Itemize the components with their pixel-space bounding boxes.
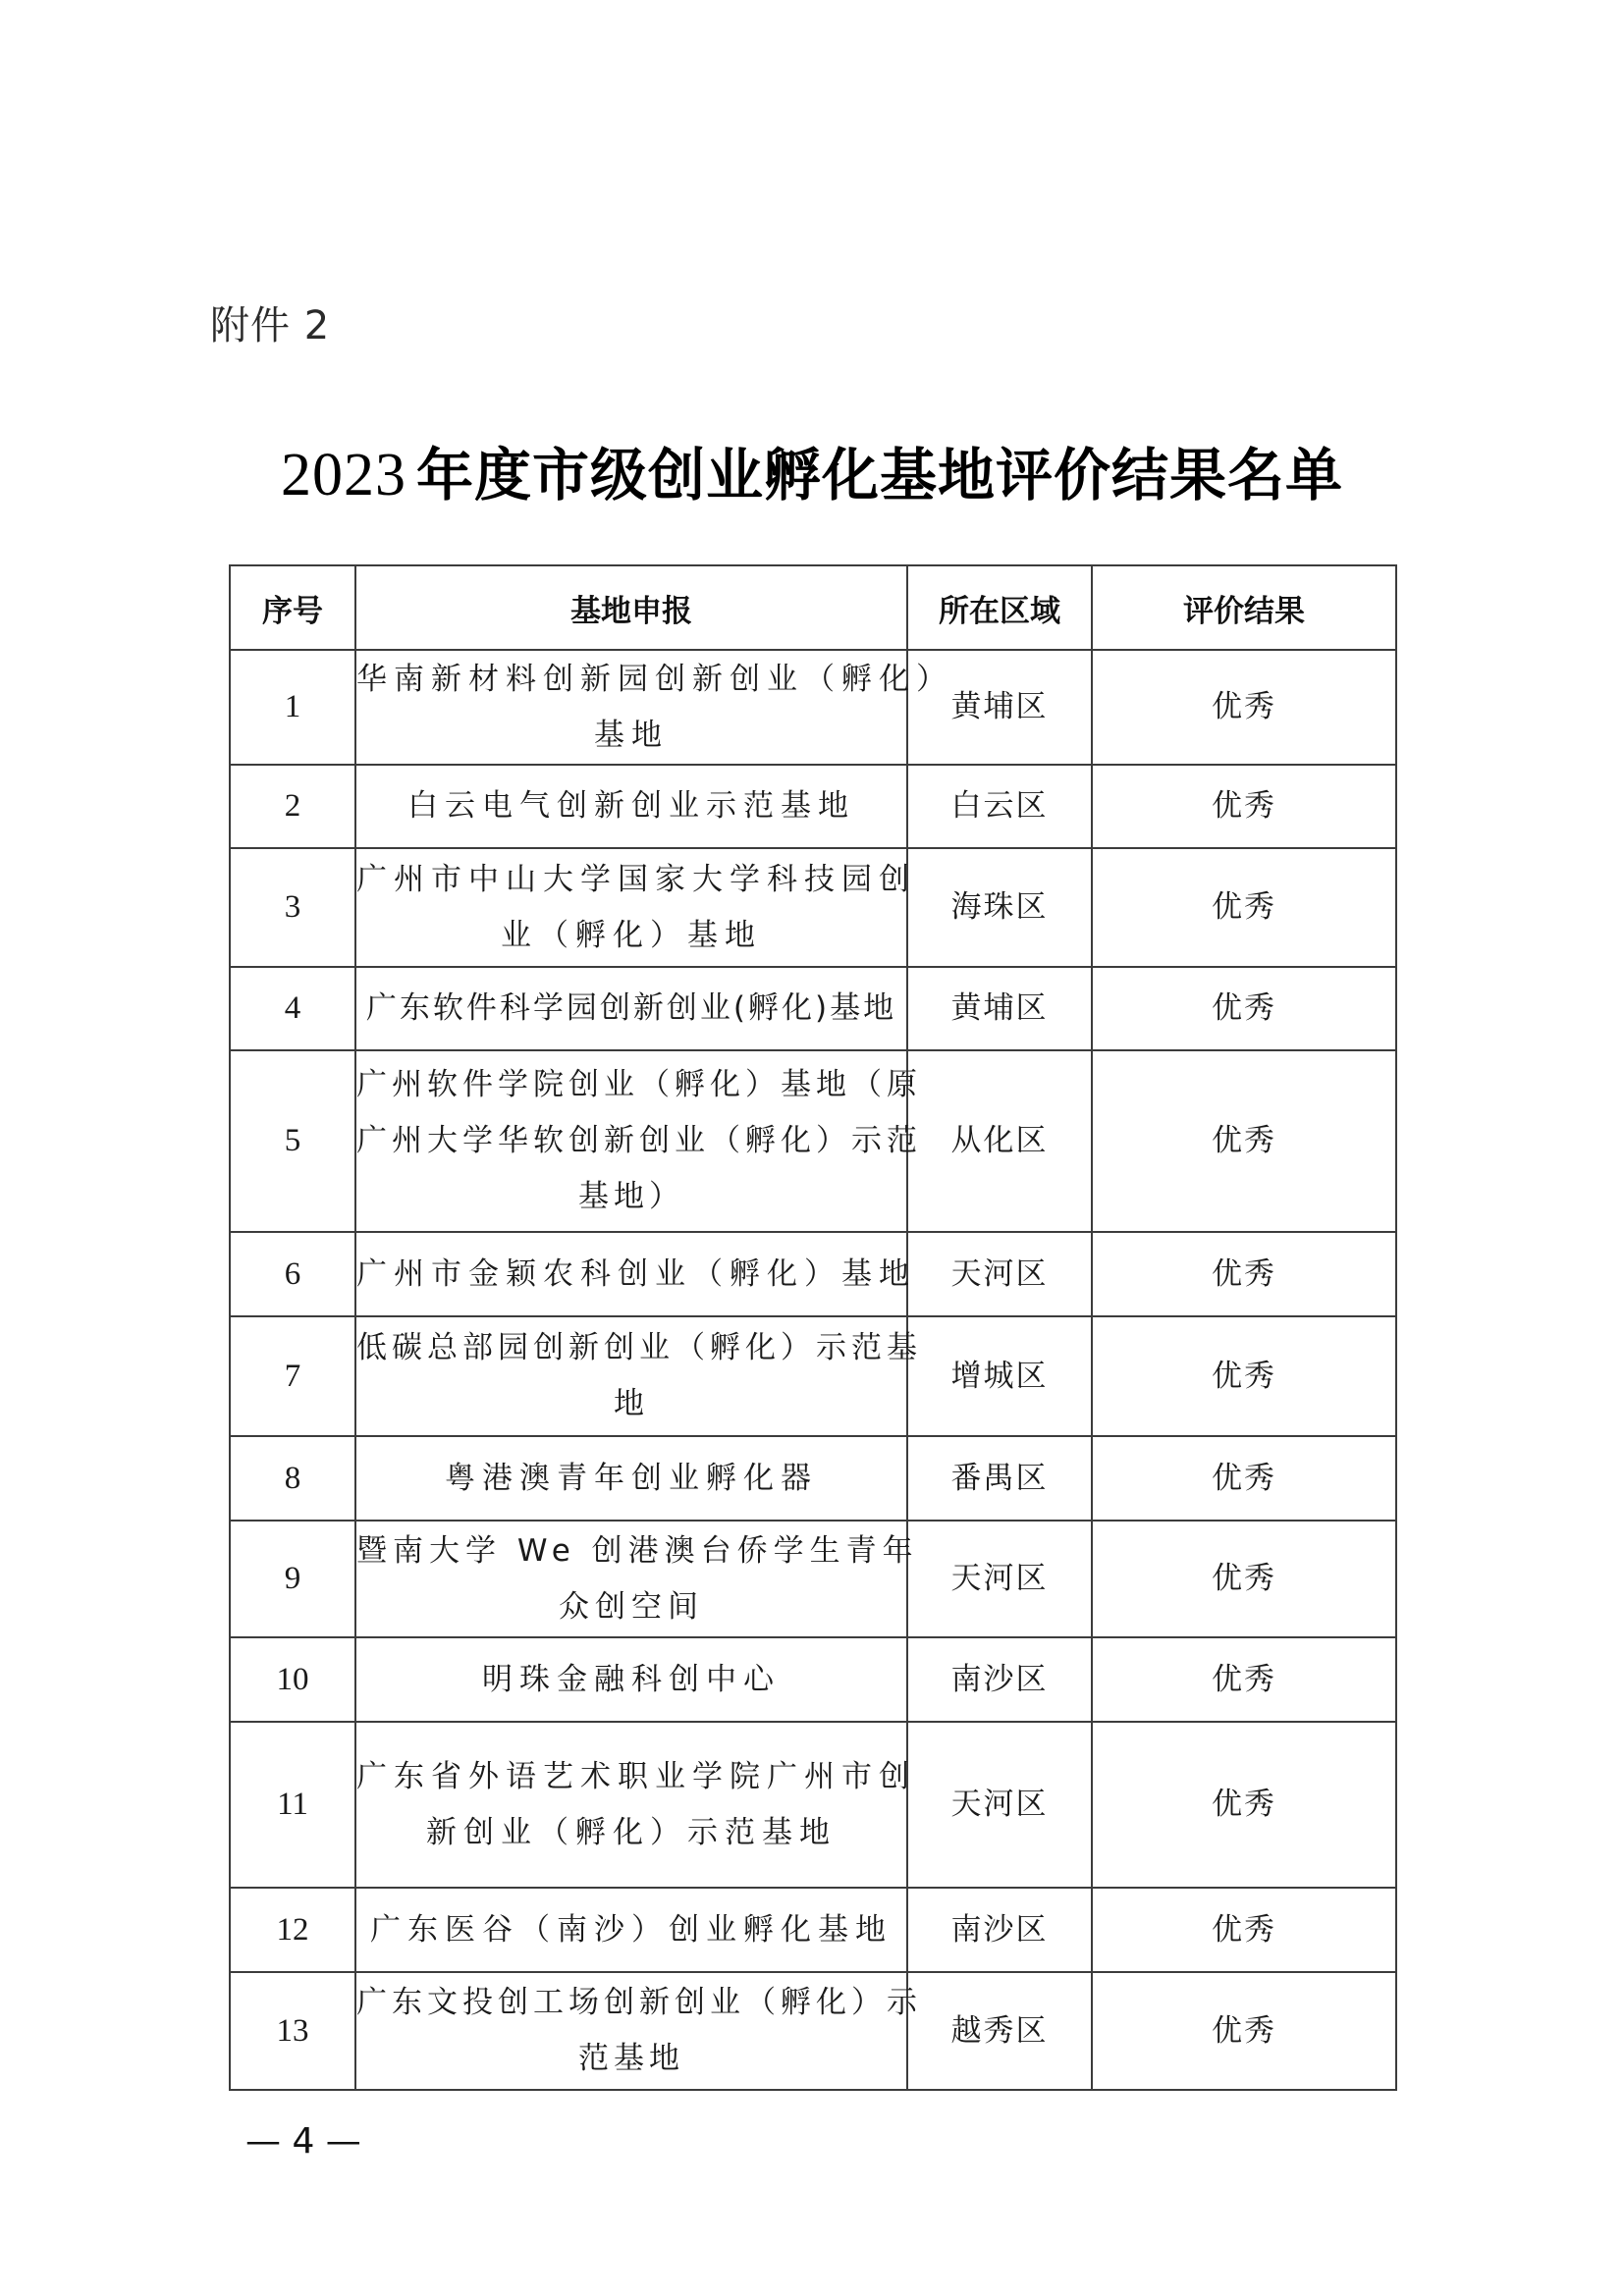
- row-name-line: 范基地: [578, 2041, 684, 2076]
- row-region: 白云区: [907, 765, 1092, 848]
- row-name: [355, 1722, 916, 1888]
- row-seq: 12: [230, 1888, 355, 1972]
- row-name-line: 基地: [594, 717, 669, 753]
- row-seq: 1: [230, 650, 355, 765]
- row-name-line: 低碳总部园创新创业（孵化）示范基: [356, 1330, 922, 1365]
- row-seq: 10: [230, 1637, 355, 1722]
- table-row: [230, 1316, 1396, 1436]
- row-name: [355, 967, 907, 1050]
- row-seq: 13: [230, 1972, 355, 2090]
- row-region: 天河区: [907, 1722, 1092, 1888]
- row-seq: 5: [230, 1050, 355, 1232]
- row-result: 优秀: [1092, 1050, 1396, 1232]
- row-name-line: 广东医谷（南沙）创业孵化基地: [370, 1911, 893, 1948]
- page-number: — 4 —: [245, 2121, 361, 2162]
- row-region: 越秀区: [907, 1972, 1092, 2090]
- row-result: 优秀: [1092, 1888, 1396, 1972]
- row-result: 优秀: [1092, 1637, 1396, 1722]
- row-name: [355, 1436, 907, 1521]
- table-row: [230, 1637, 1396, 1722]
- row-name-line: 广州大学华软创新创业（孵化）示范: [356, 1123, 922, 1158]
- row-region: 海珠区: [907, 848, 1092, 967]
- row-result: 优秀: [1092, 1436, 1396, 1521]
- row-result: 优秀: [1092, 1972, 1396, 2090]
- title-text: 年度市级创业孵化基地评价结果名单: [415, 442, 1343, 508]
- row-name-line: 暨南大学 We 创港澳台侨学生青年: [356, 1532, 919, 1569]
- row-name-line: 明珠金融科创中心: [482, 1661, 781, 1697]
- row-name: [355, 1050, 922, 1232]
- table-header-row: [230, 565, 1396, 650]
- row-name: [355, 1316, 922, 1436]
- row-result: 优秀: [1092, 848, 1396, 967]
- header-name: 基地申报: [355, 565, 907, 650]
- row-seq: 9: [230, 1521, 355, 1637]
- row-result: 优秀: [1092, 1232, 1396, 1316]
- row-seq: 8: [230, 1436, 355, 1521]
- row-name-line: 白云电气创新创业示范基地: [407, 788, 855, 824]
- table-row: [230, 765, 1396, 848]
- row-name-line: 众创空间: [559, 1588, 704, 1625]
- row-region: 黄埔区: [907, 650, 1092, 765]
- row-region: 番禺区: [907, 1436, 1092, 1521]
- table-row: [230, 1888, 1396, 1972]
- header-result: 评价结果: [1092, 565, 1396, 650]
- row-name: [355, 1637, 907, 1722]
- row-seq: 2: [230, 765, 355, 848]
- row-name: [355, 1521, 919, 1637]
- row-seq: 6: [230, 1232, 355, 1316]
- row-region: 南沙区: [907, 1637, 1092, 1722]
- table-row: [230, 848, 1396, 967]
- row-region: 南沙区: [907, 1888, 1092, 1972]
- row-name-line: 广东软件科学园创新创业(孵化)基地: [365, 990, 897, 1026]
- row-result: 优秀: [1092, 650, 1396, 765]
- row-seq: 3: [230, 848, 355, 967]
- row-result: 优秀: [1092, 765, 1396, 848]
- results-table: [229, 564, 1397, 2091]
- table-row: [230, 1232, 1396, 1316]
- row-name: [355, 1232, 916, 1316]
- row-result: 优秀: [1092, 1521, 1396, 1637]
- table-row: [230, 650, 1396, 765]
- row-name: [355, 650, 953, 765]
- row-name-line: 粤港澳青年创业孵化器: [445, 1460, 818, 1496]
- row-name-line: 广州市金颖农科创业（孵化）基地: [356, 1255, 916, 1292]
- row-region: 天河区: [907, 1232, 1092, 1316]
- row-name-line: 广州软件学院创业（孵化）基地（原: [356, 1067, 922, 1102]
- row-name: [355, 1888, 907, 1972]
- row-result: 优秀: [1092, 1316, 1396, 1436]
- row-region: 增城区: [907, 1316, 1092, 1436]
- header-region: 所在区域: [907, 565, 1092, 650]
- row-name-line: 新创业（孵化）示范基地: [426, 1814, 837, 1850]
- row-name-line: 华南新材料创新园创新创业（孵化）: [356, 661, 953, 697]
- row-name-line: 广东省外语艺术职业学院广州市创: [356, 1758, 916, 1794]
- row-region: 黄埔区: [907, 967, 1092, 1050]
- table-row: [230, 967, 1396, 1050]
- table-row: [230, 1521, 1396, 1637]
- row-name: [355, 1972, 922, 2090]
- attachment-label: 附件 2: [210, 303, 331, 348]
- row-seq: 7: [230, 1316, 355, 1436]
- row-result: 优秀: [1092, 967, 1396, 1050]
- table-row: [230, 1436, 1396, 1521]
- table-row: [230, 1722, 1396, 1888]
- row-name: [355, 765, 907, 848]
- title-year: 2023: [280, 442, 406, 508]
- row-region: 从化区: [907, 1050, 1092, 1232]
- row-name-line: 地: [614, 1386, 649, 1421]
- row-seq: 4: [230, 967, 355, 1050]
- row-name-line: 业（孵化）基地: [501, 917, 762, 953]
- row-region: 天河区: [907, 1521, 1092, 1637]
- row-name-line: 基地）: [578, 1179, 684, 1214]
- table-row: [230, 1972, 1396, 2090]
- page-title: [0, 440, 1624, 510]
- row-seq: 11: [230, 1722, 355, 1888]
- row-result: 优秀: [1092, 1722, 1396, 1888]
- row-name-line: 广州市中山大学国家大学科技园创: [356, 861, 916, 897]
- row-name-line: 广东文投创工场创新创业（孵化）示: [356, 1985, 922, 2020]
- header-seq: 序号: [230, 565, 355, 650]
- table-row: [230, 1050, 1396, 1232]
- row-name: [355, 848, 916, 967]
